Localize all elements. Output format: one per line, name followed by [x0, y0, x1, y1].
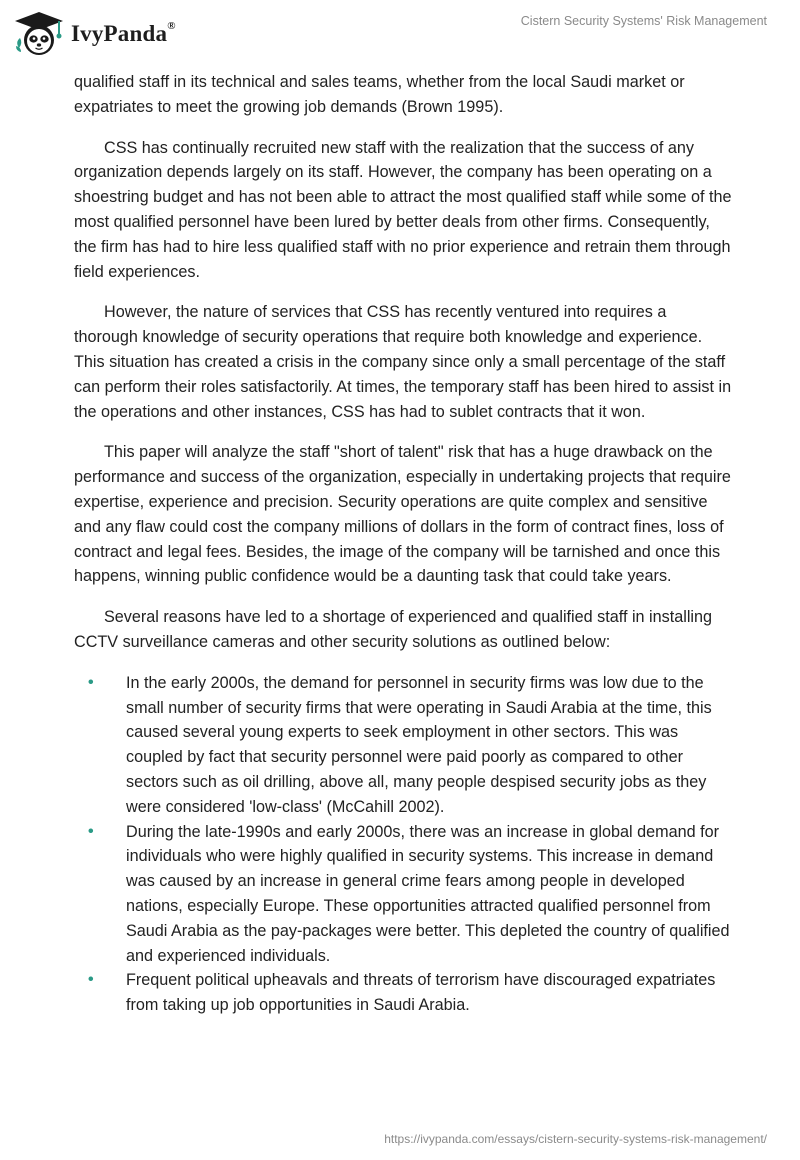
paragraph: Several reasons have led to a shortage of experienced and qualified staff in installing CCTV surveillance cameras and other security solutions as outlined below: [74, 608, 713, 651]
brand-name: IvyPanda® [71, 20, 176, 46]
source-url[interactable]: https://ivypanda.com/essays/cistern-security-systems-risk-management/ [384, 1132, 767, 1146]
bullet-icon: • [88, 673, 94, 691]
list-item-text: During the late-1990s and early 2000s, there was an increase in global demand for individuals who were highly qualified in security systems. This increase in demand was caused by an increase in general crime fears among people in developed nations, especially Europe. These opportunities attracted qualified personnel from Saudi Arabia as the pay-packages were better. This depleted the country of qualified and experienced individuals. [126, 822, 730, 965]
list-item [74, 820, 734, 969]
list-item [74, 671, 734, 820]
panda-graduate-logo-icon [13, 10, 65, 56]
list-item-text: Frequent political upheavals and threats of terrorism have discouraged expatriates from taking up job opportunities in Saudi Arabia. [126, 971, 716, 1015]
list-item-text: In the early 2000s, the demand for personnel in security firms was low due to the small number of security firms that were operating in Saudi Arabia at the time, this caused several young experts to seek employment in other sectors. This was coupled by fact that security personnel were paid poorly as compared to other sectors such as oil drilling, above all, many people despised security jobs as they were considered 'low-class' (McCahill 2002). [126, 673, 712, 816]
essay-body [74, 70, 734, 1018]
paragraph: However, the nature of services that CSS has recently ventured into requires a thorough knowledge of security operations that require both knowledge and experience. This situation has created a crisis in the company since only a small percentage of the staff can perform their roles satisfactorily. At times, the temporary staff has been hired to assist in the operations and other instances, CSS has had to sublet contracts that it won. [74, 303, 732, 421]
page-header [0, 0, 800, 76]
list-item [74, 968, 734, 1018]
paragraph-continued: qualified staff in its technical and sales teams, whether from the local Saudi market or expatriates to meet the growing job demands (Brown 1995). [74, 73, 685, 116]
document-title: Cistern Security Systems' Risk Management [520, 14, 767, 28]
paragraph: CSS has continually recruited new staff with the realization that the success of any organization depends largely on its staff. However, the company has been operating on a shoestring budget and has not been able to attract the most qualified staff while some of the most qualified personnel have been lured by better deals from other firms. Consequently, the firm has had to hire less qualified staff with no prior experience and retrain them through field experiences. [74, 138, 732, 281]
brand-logo[interactable] [13, 10, 176, 56]
bullet-icon: • [88, 822, 94, 840]
reasons-list [74, 671, 734, 1018]
bullet-icon: • [88, 971, 94, 989]
paragraph: This paper will analyze the staff "short of talent" risk that has a huge drawback on the performance and success of the organization, especially in undertaking projects that require expertise, experience and precision. Security operations are quite complex and sensitive and any flaw could cost the company millions of dollars in the form of contract fines, loss of contract and legal fees. Besides, the image of the company will be tarnished and once this happens, winning public confidence would be a daunting task that could take years. [74, 443, 731, 586]
